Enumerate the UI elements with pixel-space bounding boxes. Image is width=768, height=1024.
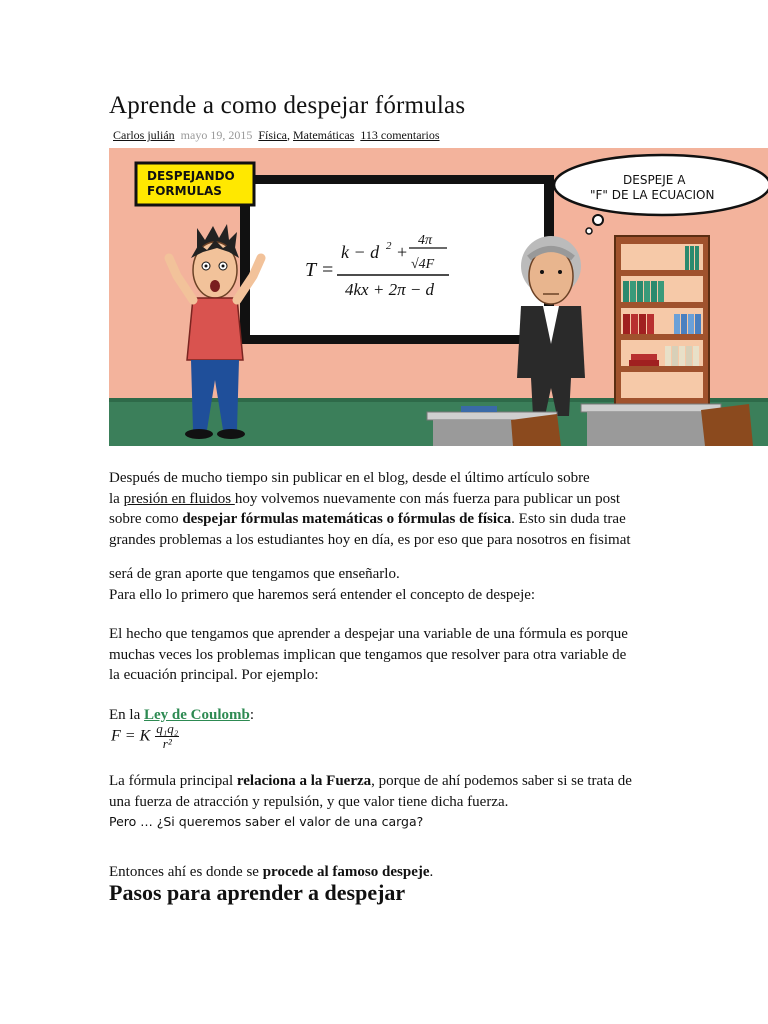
board-plus: + <box>397 242 408 262</box>
paragraph-4: En la Ley de Coulomb: <box>109 707 255 723</box>
ley-coulomb-link[interactable]: Ley de Coulomb <box>144 707 250 723</box>
author-link[interactable]: Carlos julián <box>113 128 175 142</box>
coulomb-formula <box>111 722 179 751</box>
board-denominator: 4kx + 2π − d <box>345 280 435 299</box>
bookshelf <box>615 236 709 406</box>
paragraph-1 <box>109 468 764 550</box>
p2-line-1: será de gran aporte que tengamos que enseñarlo. <box>109 566 400 582</box>
formula-lhs: F = K <box>111 727 151 745</box>
formula-denominator: r² <box>162 736 172 751</box>
article-title: Aprende a como despejar fórmulas <box>109 92 466 119</box>
paragraph-3 <box>109 624 764 686</box>
article-meta <box>113 128 440 143</box>
p1-line-4: grandes problemas a los estudiantes hoy en día, es por eso que para nosotros en fisimat <box>109 531 631 548</box>
p3-line-2: muchas veces los problemas implican que tengamos que resolver para otra variable de <box>109 646 627 663</box>
bubble-line-2: "F" DE LA ECUACION <box>590 188 715 202</box>
sign-line-1: DESPEJANDO <box>147 169 235 183</box>
presion-fluidos-link[interactable]: presión en fluidos <box>123 490 235 507</box>
p1-line-3: sobre como despejar fórmulas matemáticas o fórmulas de física. Esto sin duda trae <box>109 511 626 527</box>
hero-illustration <box>109 148 768 446</box>
category-link-fisica[interactable]: Física <box>258 128 288 142</box>
paragraph-6: Entonces ahí es donde se procede al famoso despeje. <box>109 864 434 880</box>
section-subtitle: Pasos para aprender a despejar <box>109 880 406 905</box>
board-lhs: T = <box>305 259 335 281</box>
p5-bold-phrase: relaciona a la Fuerza <box>236 773 372 789</box>
bubble-line-1: DESPEJE A <box>623 173 686 187</box>
p1-line-1: Después de mucho tiempo sin publicar en el blog, desde el último artículo sobre <box>109 470 590 486</box>
p3-line-1: El hecho que tengamos que aprender a despejar una variable de una fórmula es porque <box>109 626 628 642</box>
p5-line-1: La fórmula principal relaciona a la Fuerza, porque de ahí podemos saber si se trata de <box>109 773 632 789</box>
hero-svg <box>109 148 768 446</box>
p2-line-2: Para ello lo primero que haremos será entender el concepto de despeje: <box>109 586 536 603</box>
sign-line-2: FORMULAS <box>147 184 222 198</box>
category-separator: , <box>287 128 291 142</box>
post-date: mayo 19, 2015 <box>180 128 253 142</box>
p5-line-3: Pero … ¿Si queremos saber el valor de una carga? <box>109 814 424 829</box>
paragraph-2 <box>109 564 764 605</box>
board-frac-bottom: √4F <box>411 257 435 272</box>
category-link-matematicas[interactable]: Matemáticas <box>293 128 355 142</box>
board-numerator: k − d <box>341 242 380 262</box>
p6-bold-phrase: procede al famoso despeje <box>262 864 430 880</box>
board-exponent: 2 <box>386 240 392 252</box>
p3-line-3: la ecuación principal. Por ejemplo: <box>109 667 319 683</box>
p5-line-2: una fuerza de atracción y repulsión, y que valor tiene dicha fuerza. <box>109 793 509 810</box>
comments-link[interactable]: 113 comentarios <box>360 128 440 142</box>
p1-line-2: la presión en fluidos hoy volvemos nuevamente con más fuerza para publicar un post <box>109 490 621 507</box>
p1-bold-phrase: despejar fórmulas matemáticas o fórmulas de física <box>182 511 512 527</box>
formula-numerator: q₁q₂ <box>156 721 179 736</box>
board-frac-top: 4π <box>418 233 433 248</box>
paragraph-5 <box>109 771 764 833</box>
classroom-desks <box>427 404 753 446</box>
